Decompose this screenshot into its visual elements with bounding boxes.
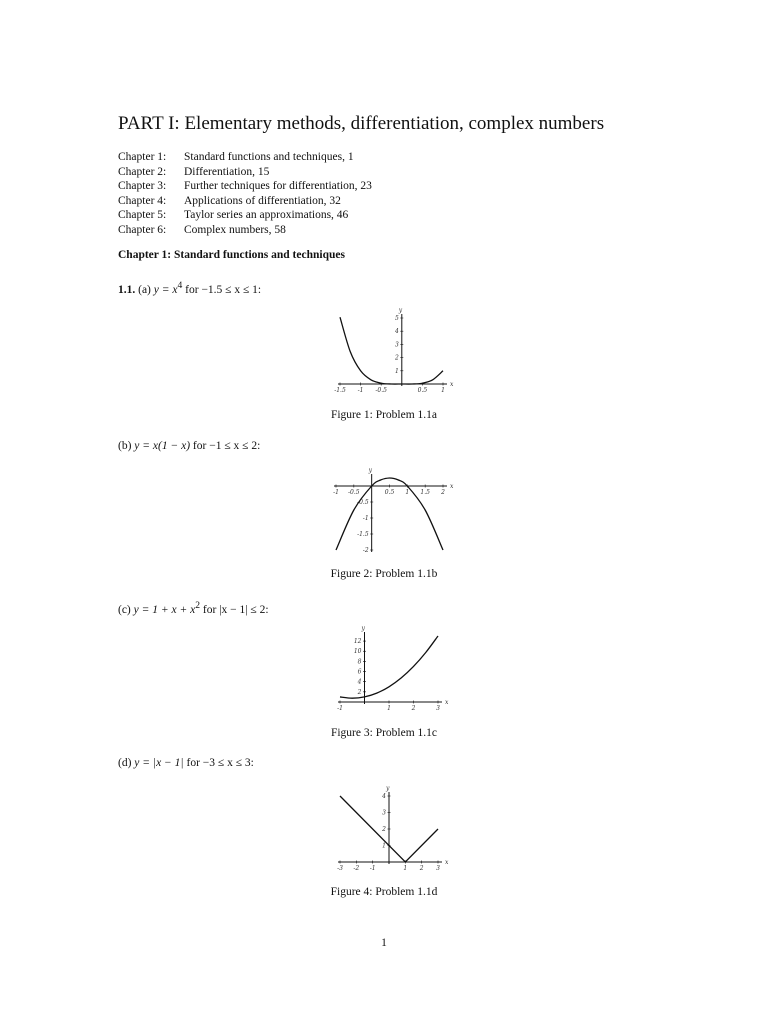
- x-tick-label: 0.5: [417, 387, 428, 394]
- toc-item: [118, 179, 372, 194]
- x-tick-label: 3: [436, 865, 440, 872]
- problem-expression: y = 1 + x + x: [133, 603, 196, 616]
- x-tick-label: -0.5: [375, 387, 387, 394]
- problem-statement-d: [118, 757, 254, 769]
- y-tick-label: 2: [382, 826, 386, 833]
- x-tick-label: 1: [441, 387, 445, 394]
- y-tick-label: -0.5: [357, 499, 369, 506]
- x-tick-label: 1: [403, 865, 408, 872]
- toc-chapter: Chapter 4:: [118, 194, 167, 207]
- x-tick-label: -1: [357, 387, 364, 394]
- x-axis-label: x: [450, 483, 454, 490]
- x-tick-label: -1: [337, 705, 343, 712]
- y-tick-label: 4: [382, 793, 386, 800]
- toc-title: Further techniques for differentiation, 23: [184, 180, 372, 193]
- y-tick-label: 1: [394, 367, 399, 375]
- y-tick-label: -1: [362, 515, 369, 522]
- toc-chapter: Chapter 5:: [118, 209, 167, 222]
- toc-item: [118, 150, 372, 165]
- y-axis-label: y: [361, 625, 365, 632]
- toc-title: Complex numbers, 58: [184, 223, 286, 236]
- function-curve: [340, 636, 438, 698]
- problem-statement-c: [118, 600, 269, 616]
- x-tick-label: 3: [436, 705, 440, 712]
- y-tick-label: 3: [394, 341, 399, 349]
- problem-part: (b): [118, 440, 132, 452]
- x-tick-label: -0.5: [348, 489, 360, 496]
- x-tick-label: 1: [387, 705, 391, 712]
- y-axis-label: y: [368, 467, 373, 474]
- x-axis-label: x: [445, 859, 449, 866]
- problem-expression: y = |x − 1|: [134, 757, 184, 769]
- toc-chapter: Chapter 2:: [118, 165, 167, 178]
- y-tick-label: 1: [382, 842, 386, 850]
- y-tick-label: 4: [394, 328, 399, 336]
- figure-3: [328, 626, 458, 716]
- x-tick-label: 1: [405, 489, 410, 496]
- toc-item: [118, 194, 372, 209]
- toc-title: Standard functions and techniques, 1: [184, 151, 354, 163]
- figure-caption: Figure 3: Problem 1.1c: [330, 727, 438, 739]
- y-tick-label: 8: [357, 658, 362, 666]
- figure-1: [328, 307, 458, 400]
- problem-part: (a): [138, 283, 151, 296]
- figure-caption: Figure 2: Problem 1.1b: [330, 568, 438, 580]
- x-tick-label: 2: [441, 489, 445, 496]
- problem-number: 1.1.: [118, 283, 136, 296]
- problem-range: for −1.5 ≤ x ≤ 1:: [182, 283, 262, 296]
- problem-exponent: 4: [177, 280, 183, 291]
- problem-part: (c): [118, 603, 131, 616]
- part-title: PART I: Elementary methods, differentiation, complex numbers: [118, 113, 605, 134]
- x-tick-label: -1: [333, 489, 339, 496]
- y-axis-label: y: [398, 307, 403, 314]
- y-tick-label: 5: [394, 315, 399, 322]
- toc-item: [118, 208, 372, 223]
- problem-part: (d): [118, 757, 132, 769]
- toc-chapter: Chapter 6:: [118, 223, 167, 236]
- toc-chapter: Chapter 3:: [118, 180, 167, 193]
- problem-statement-a: [118, 280, 261, 296]
- y-tick-label: 2: [394, 354, 399, 362]
- toc-item: [118, 223, 372, 238]
- x-axis-label: x: [450, 381, 454, 388]
- problem-exponent: 2: [195, 600, 201, 611]
- toc-item: [118, 165, 372, 180]
- problem-expression: y = x: [153, 283, 178, 296]
- x-tick-label: -1: [369, 865, 376, 872]
- figure-2: [328, 466, 458, 558]
- figure-caption: Figure 4: Problem 1.1d: [330, 886, 438, 898]
- toc-chapter: Chapter 1:: [118, 151, 167, 163]
- figure-caption: Figure 1: Problem 1.1a: [330, 409, 438, 421]
- plot-4: [328, 786, 458, 876]
- toc-title: Applications of differentiation, 32: [184, 194, 341, 207]
- plot-2: [328, 466, 458, 558]
- problem-statement-b: [118, 440, 260, 452]
- chapter-heading: Chapter 1: Standard functions and techniques: [118, 249, 345, 261]
- plot-1: [328, 307, 458, 400]
- function-curve: [340, 317, 443, 384]
- x-tick-label: 2: [411, 705, 416, 712]
- toc-title: Differentiation, 15: [184, 165, 270, 178]
- page-number: 1: [381, 937, 387, 949]
- y-tick-label: 3: [382, 809, 386, 817]
- problem-range: for |x − 1| ≤ 2:: [200, 603, 269, 616]
- y-tick-label: 10: [353, 648, 362, 656]
- x-tick-label: 1.5: [420, 489, 430, 496]
- y-axis-label: y: [386, 785, 390, 792]
- y-tick-label: 4: [357, 678, 362, 686]
- y-tick-label: 2: [357, 688, 362, 696]
- y-tick-label: -1.5: [357, 531, 369, 538]
- table-of-contents: [118, 150, 372, 238]
- y-tick-label: -2: [362, 547, 369, 554]
- problem-expression: y = x(1 − x): [134, 440, 191, 452]
- y-tick-label: 6: [357, 668, 362, 676]
- x-tick-label: -1.5: [334, 387, 346, 394]
- x-tick-label: -3: [337, 865, 343, 872]
- x-axis-label: x: [445, 699, 449, 706]
- x-tick-label: 0.5: [384, 489, 395, 496]
- problem-range: for −1 ≤ x ≤ 2:: [190, 440, 261, 452]
- problem-range: for −3 ≤ x ≤ 3:: [183, 757, 254, 769]
- figure-4: [328, 786, 458, 876]
- toc-title: Taylor series an approximations, 46: [184, 209, 349, 222]
- y-tick-label: 12: [353, 638, 362, 646]
- x-tick-label: 2: [419, 865, 424, 872]
- x-tick-label: -2: [353, 865, 360, 872]
- plot-3: [328, 626, 458, 716]
